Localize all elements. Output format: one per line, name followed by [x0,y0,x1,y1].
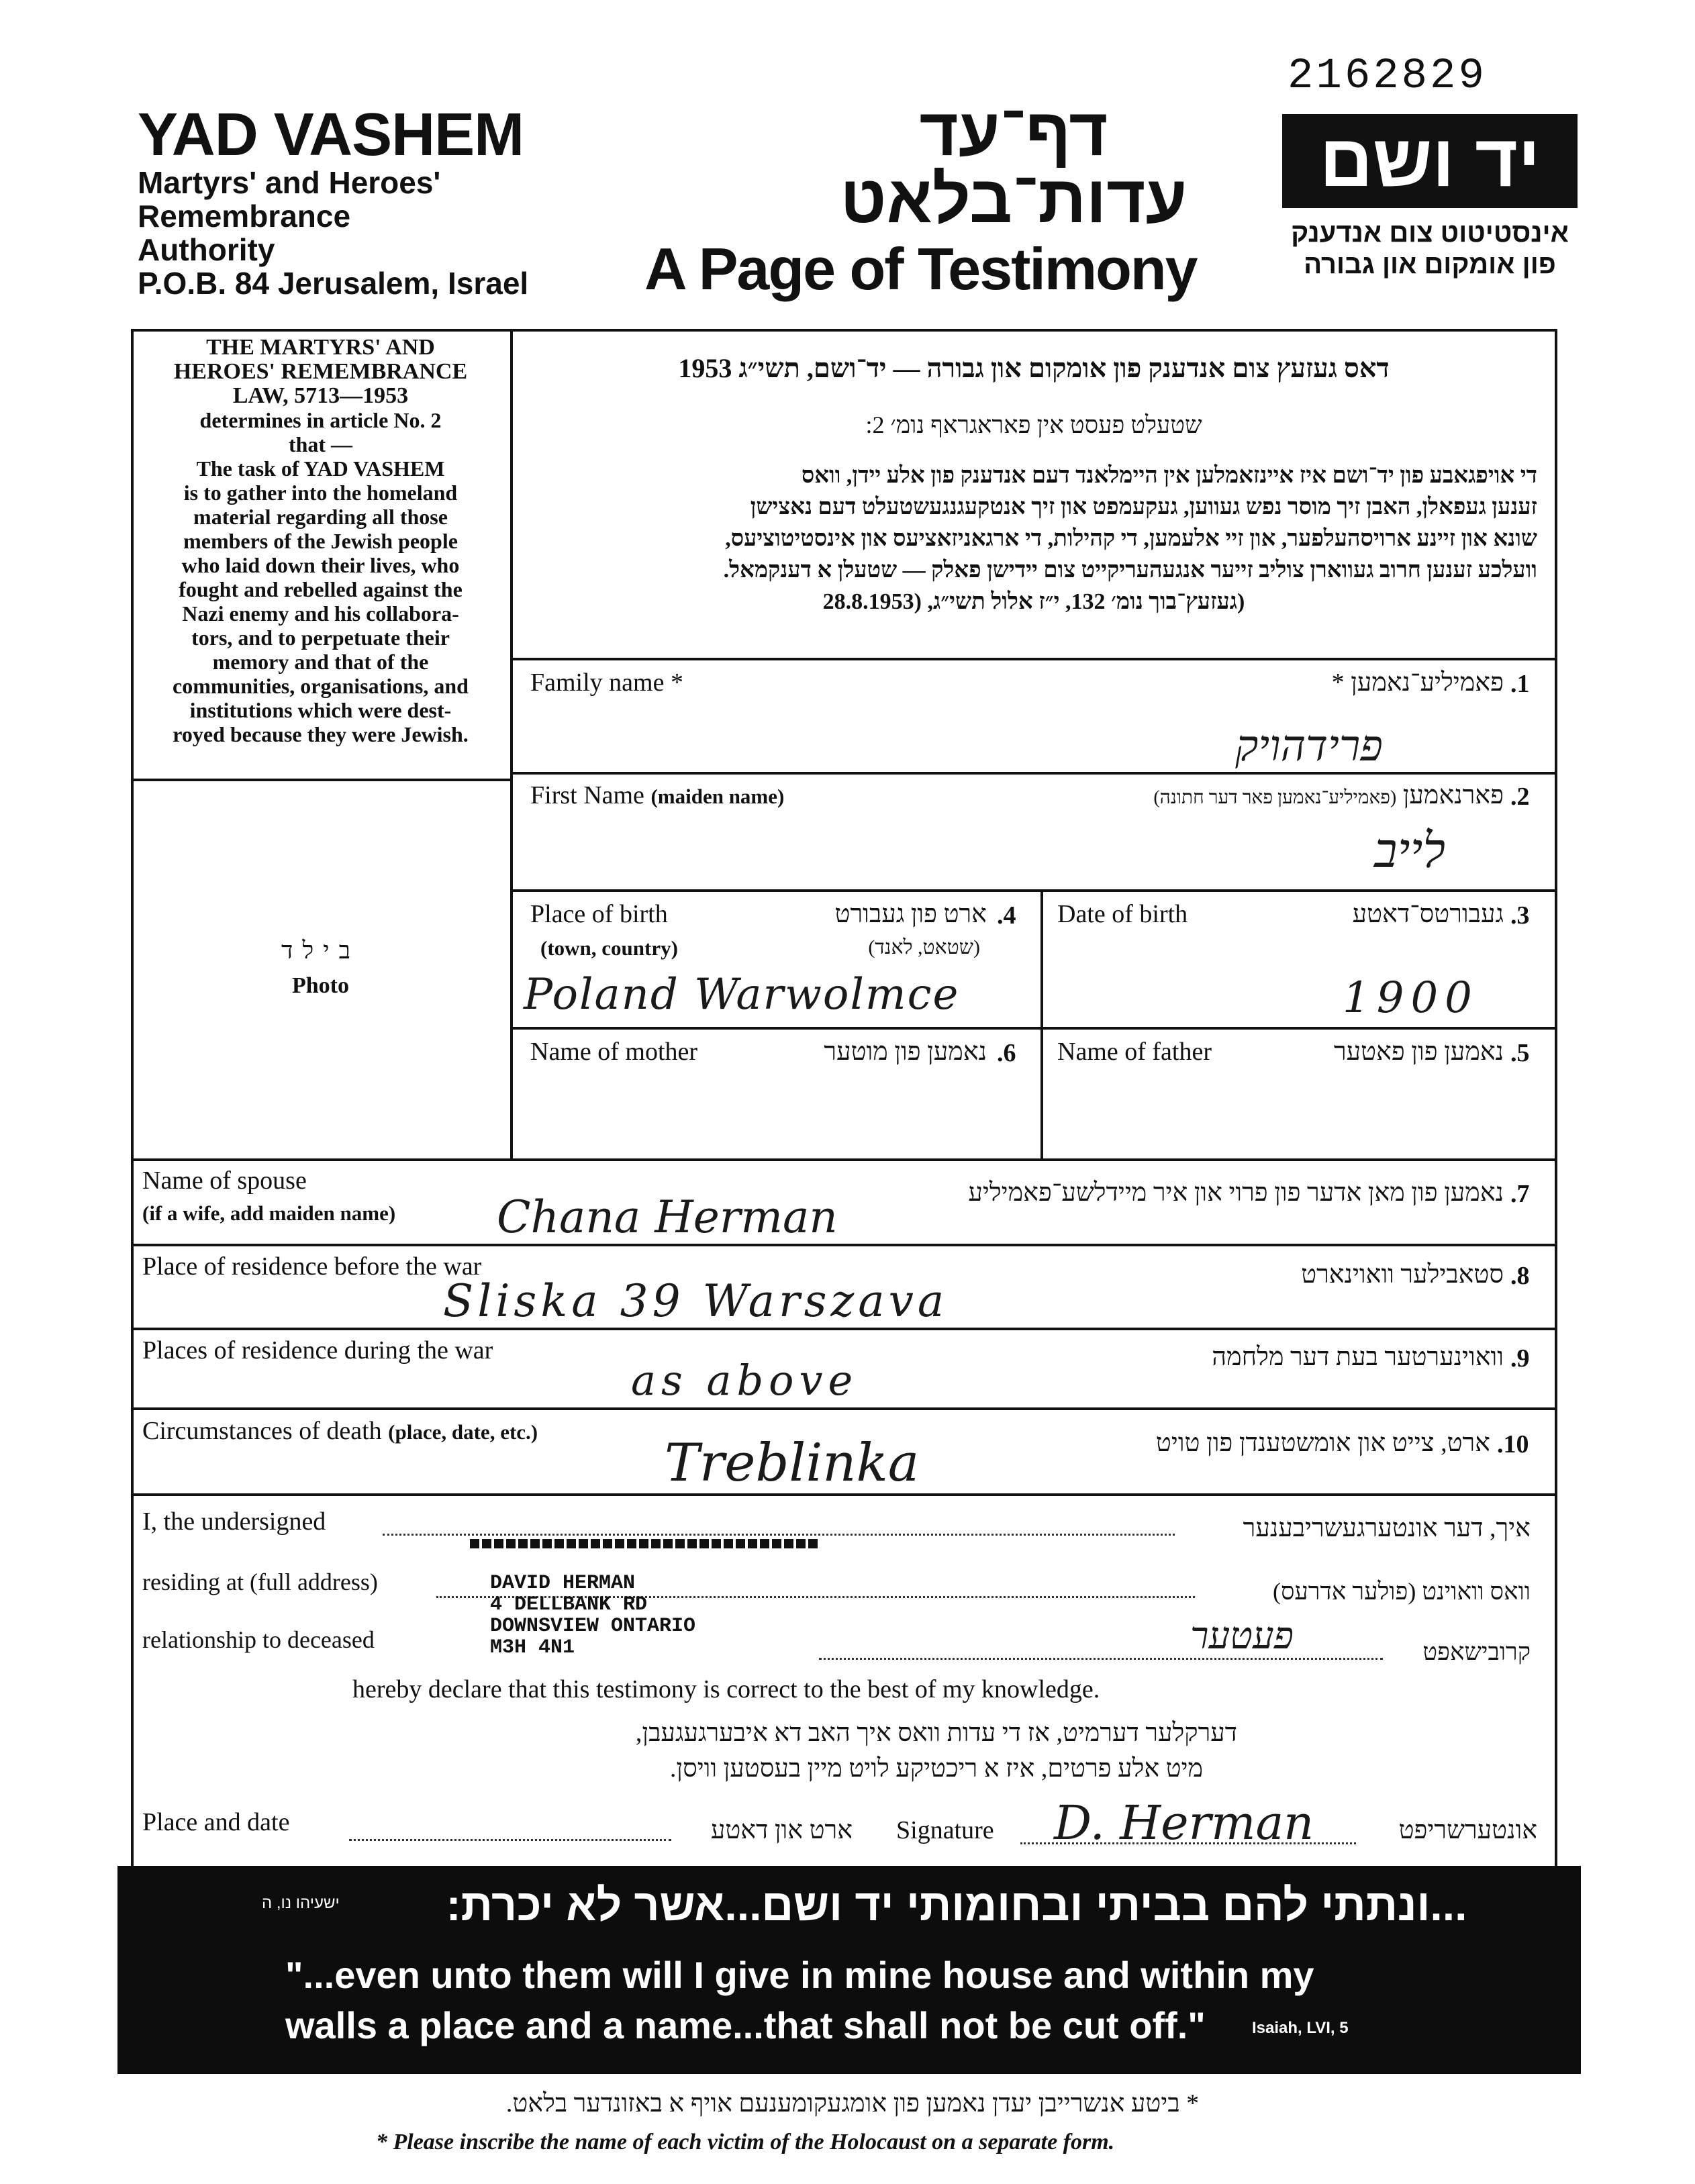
document-number: 2162829 [1288,52,1487,101]
place-and-date-label: Place and date [142,1808,290,1836]
signature-label: Signature [896,1816,994,1844]
address-line: DAVID HERMAN [490,1572,636,1595]
date-of-birth-label-yiddish: געבורטס־דאטע [1352,900,1504,928]
place-of-birth-label-yiddish: ארט פון געבורט [834,900,987,928]
org-address: P.O.B. 84 Jerusalem, Israel [138,266,529,301]
field-number-5: .5 [1510,1039,1530,1067]
family-name-label: Family name * [530,668,683,697]
declarant-address[interactable] [490,1573,695,1658]
mother-name-label: Name of mother [530,1038,698,1066]
law-line: who laid down their lives, who [181,553,460,577]
law-line: royed because they were Jewish. [173,722,469,746]
circumstances-of-death-label-small: (place, date, etc.) [388,1420,538,1444]
place-of-birth-label-small: (town, country) [540,936,678,960]
logo-caption-1: אינסטיטוט צום אנדענק [1291,218,1569,248]
circumstances-of-death-label-yiddish: ארט, צייט און אומשטענדן פון טויט [1155,1429,1490,1457]
title-yiddish-2: עדות־בלאט [840,162,1188,237]
title-yiddish-1: דף־עד [919,95,1108,170]
spouse-name-value[interactable]: Chana Herman [497,1191,838,1243]
field-number-10: .10 [1497,1430,1529,1458]
logo-text: יד ושם [1319,119,1541,202]
field-number-6: .6 [997,1039,1016,1067]
residence-before-war-label: Place of residence before the war [142,1252,482,1281]
relationship-value[interactable]: פעטער [1190,1614,1294,1658]
title-english: A Page of Testimony [644,236,1197,302]
law-line: communities, organisations, and [173,674,469,698]
father-name-label-yiddish: נאמען פון פאטער [1333,1038,1504,1066]
declaration-english: hereby declare that this testimony is correct to the best of my knowledge. [352,1675,1100,1703]
org-subtitle-3: Authority [138,232,275,267]
first-name-label-yi-small: (פאמיליע־נאמען פאר דער חתונה) [1153,787,1397,808]
address-line: 4 DELLBANK RD [490,1593,648,1616]
law-yiddish-line: די אויפגאבע פון יד־ושם איז איינזאמלען אין היימלאנד דעם אנדענק פון אלע יידן, וואס [801,463,1537,488]
law-yiddish-title: דאס געזעץ צום אנדענק פון אומקום און גבורה — יד־ושם, תשי״ג 1953 [678,353,1390,383]
yad-vashem-logo [1282,114,1578,208]
signature-label-yiddish: אונטערשריפט [1398,1816,1537,1844]
field-number-8: .8 [1510,1262,1530,1290]
signature-value[interactable]: D. Herman [1054,1795,1314,1850]
quote-banner [117,1866,1581,2074]
circumstances-of-death-label [142,1416,538,1446]
undersigned-label: I, the undersigned [142,1507,326,1536]
circumstances-of-death-value[interactable]: Treblinka [665,1433,920,1493]
field-number-3: .3 [1510,901,1530,930]
declaration-yiddish-1: דערקלער דערמיט, אז די עדות וואס איך האב דא איבערגעגעבן, [635,1719,1238,1747]
field-number-7: .7 [1510,1180,1530,1208]
banner-english-1: "...even unto them will I give in mine house and within my [285,1954,1314,1996]
law-line: memory and that of the [212,650,429,674]
circumstances-of-death-label-main: Circumstances of death [142,1417,382,1445]
mother-name-label-yiddish: נאמען פון מוטער [824,1038,987,1066]
place-and-date-label-yiddish: ארט און דאטע [710,1816,853,1844]
first-name-label-yiddish [994,781,1504,810]
law-title-2: HEROES' REMEMBRANCE [173,359,468,384]
residence-during-war-value[interactable]: as above [631,1356,859,1405]
law-title-1: THE MARTYRS' AND [206,335,435,360]
address-line: DOWNSVIEW ONTARIO [490,1615,696,1638]
law-line: that — [288,432,353,456]
field-number-9: .9 [1510,1344,1530,1373]
law-box-english [134,336,507,746]
law-yiddish-body [530,460,1537,617]
field-number-4: .4 [997,901,1016,930]
residence-during-war-label: Places of residence during the war [142,1336,493,1364]
family-name-value[interactable]: פרידהויק [1235,722,1383,771]
father-name-label: Name of father [1057,1038,1212,1066]
law-line: The task of YAD VASHEM [196,456,445,481]
spouse-name-label-small: (if a wife, add maiden name) [142,1201,396,1225]
place-of-birth-value[interactable]: Poland Warwolmce [524,970,960,1020]
law-yiddish-line: זענען געפאלן, האבן זיך מוסר נפש געווען, געקעמפט און זיך אנטקעגנגעשטעלט דעם נאצישן [750,495,1537,519]
law-yiddish-subtitle: שטעלט פעסט אין פאראגראף נומ׳ 2: [865,411,1202,438]
banner-english-ref: Isaiah, LVI, 5 [1252,2019,1349,2037]
first-name-value[interactable]: לייב [1373,822,1446,879]
residence-before-war-label-yiddish: סטאבילער וואוינארט [1301,1260,1504,1289]
law-line: Nazi enemy and his collabora- [182,601,459,626]
photo-label-hebrew: בילד [281,937,360,964]
banner-english-2: walls a place and a name...that shall not be cut off." [285,2004,1206,2046]
spouse-name-label-yiddish: נאמען פון מאן אדער פון פרוי און איר מיידלשע־פאמיליע [968,1179,1504,1207]
law-yiddish-line: וועלכע זענען חרוב געווארן צוליב זייער אנגעהעריקייט צום יידישן פאלק — שטעלן א דענקמאל. [723,558,1537,583]
law-line: tors, and to perpetuate their [191,626,450,650]
org-subtitle-2: Remembrance [138,199,351,234]
logo-caption-2: פון אומקום און גבורה [1304,250,1556,279]
relationship-label-yiddish: קרובישאפט [1422,1638,1531,1665]
footer-english: * Please inscribe the name of each victim of the Holocaust on a separate form. [376,2130,1115,2154]
law-line: institutions which were dest- [189,698,452,722]
law-line: members of the Jewish people [183,529,458,553]
undersigned-label-yiddish: איך, דער אונטערגעשריבענער [1243,1514,1531,1542]
residing-at-label: residing at (full address) [142,1569,378,1595]
date-of-birth-label: Date of birth [1057,900,1188,928]
date-of-birth-value[interactable]: 1900 [1343,973,1479,1023]
first-name-label-main: First Name [530,781,644,809]
redaction-bar [470,1539,819,1548]
first-name-label-small: (maiden name) [650,785,785,808]
place-of-birth-label-yiddish-small: (שטאט, לאנד) [868,936,980,958]
law-line: material regarding all those [193,505,448,529]
law-line: determines in article No. 2 [199,408,442,432]
address-line: M3H 4N1 [490,1636,575,1659]
place-of-birth-label: Place of birth [530,900,668,928]
org-name: YAD VASHEM [138,101,524,168]
law-yiddish-line: (געזעץ־בוך נומ׳ 132, י״ז אלול תשי״ג, (28.8.1953 [822,589,1245,614]
spouse-name-label: Name of spouse [142,1167,307,1195]
field-number-2: .2 [1510,783,1530,811]
field-number-1: .1 [1510,670,1530,698]
org-subtitle-1: Martyrs' and Heroes' [138,165,441,200]
declaration-yiddish-2: מיט אלע פרטים, איז א ריכטיקע לויט מיין בעסטען וויסן. [669,1754,1204,1783]
residence-before-war-value[interactable]: Sliska 39 Warszava [443,1275,949,1327]
law-yiddish-line: שונא און זיינע ארויסהעלפער, און זיי אלעמען, די קהילות, די ארגאניזאציעס און אינסטיטוציעס, [725,526,1537,551]
residence-during-war-label-yiddish: וואוינערטער בעת דער מלחמה [1212,1343,1504,1371]
footer-yiddish: * ביטע אנשרייבן יעדן נאמען פון אומגעקומענעם אויף א באזונדער בלאט. [505,2089,1200,2118]
first-name-label [530,781,784,810]
banner-hebrew: ...ונתתי להם בביתי ובחומותי יד ושם...אשר לא יכרת: [446,1880,1467,1930]
law-line: fought and rebelled against the [179,577,463,601]
family-name-label-yiddish: פאמיליע־נאמען * [1331,668,1504,697]
law-title-3: LAW, 5713—1953 [232,383,409,408]
law-line: is to gather into the homeland [183,481,458,505]
residing-at-label-yiddish: וואס וואוינט (פולער אדרעס) [1272,1578,1531,1605]
photo-label: Photo [292,973,349,998]
banner-hebrew-ref: ישעיהו נו, ה [262,1894,340,1912]
first-name-label-yi-main: פארנאמען [1402,781,1504,809]
relationship-label: relationship to deceased [142,1626,375,1653]
